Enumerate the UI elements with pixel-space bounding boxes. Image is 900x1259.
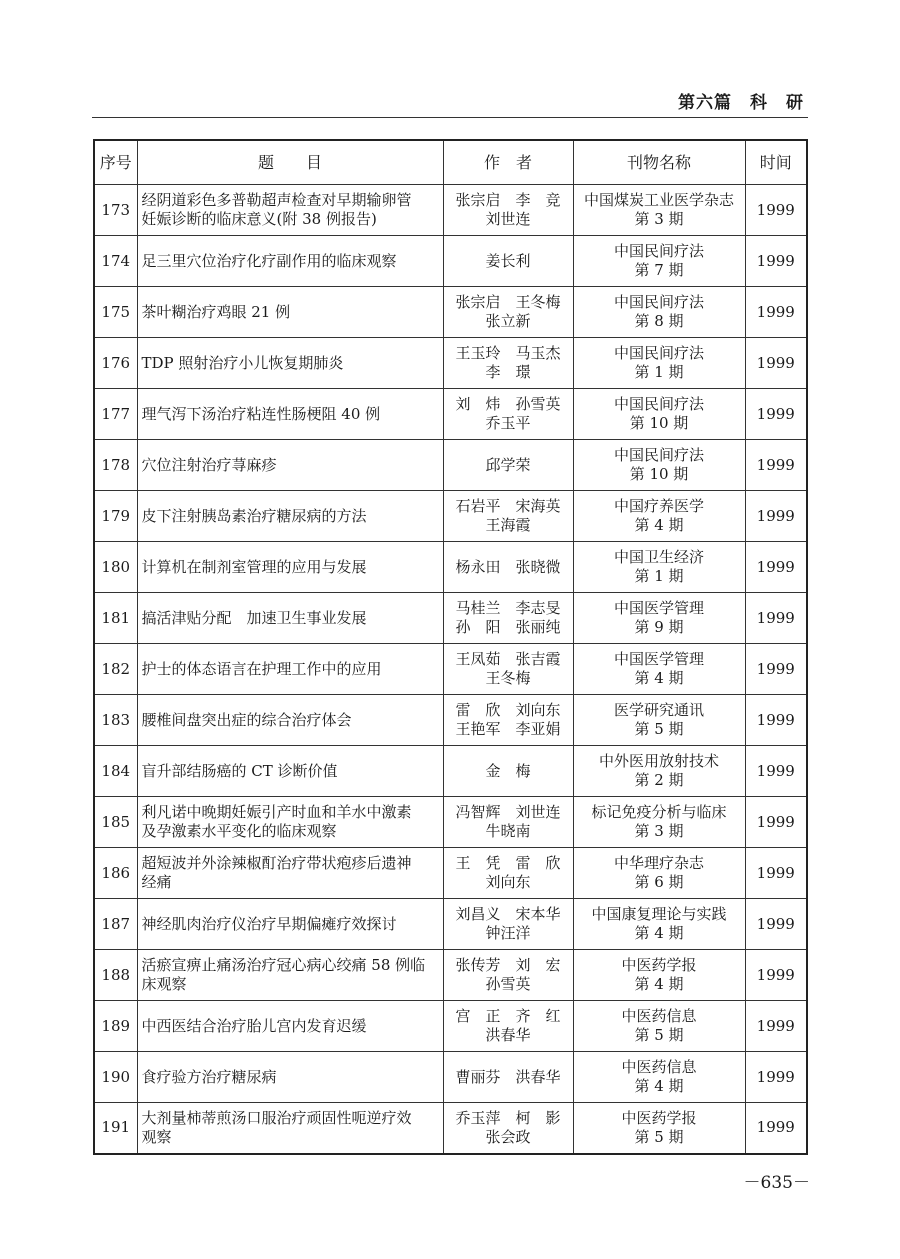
row-number: 190 (94, 1052, 137, 1103)
journal-cell (573, 440, 745, 491)
journal-cell (573, 593, 745, 644)
author-line: 乔玉平 (485, 414, 531, 432)
journal-line: 第 5 期 (634, 1026, 684, 1044)
row-number: 185 (94, 797, 137, 848)
author-line: 冯智辉 刘世连 (455, 803, 561, 821)
row-number: 174 (94, 236, 137, 287)
author-line: 张会政 (485, 1127, 531, 1146)
publication-table (93, 139, 808, 1155)
author-line: 孙雪英 (485, 975, 531, 993)
authors-cell (443, 491, 573, 542)
authors-cell (443, 185, 573, 236)
authors-cell (443, 797, 573, 848)
title-cell (137, 593, 443, 644)
year-cell: 1999 (745, 542, 807, 593)
journal-line: 第 10 期 (629, 465, 689, 483)
title-cell (137, 644, 443, 695)
year-cell: 1999 (745, 1001, 807, 1052)
table-header-row (94, 140, 807, 185)
journal-line: 第 9 期 (634, 618, 684, 636)
table-row (94, 542, 807, 593)
title-line: 食疗验方治疗糖尿病 (141, 1067, 277, 1086)
table-row (94, 644, 807, 695)
title-cell (137, 1103, 443, 1154)
title-line: 及孕激素水平变化的临床观察 (141, 822, 337, 840)
journal-line: 第 3 期 (634, 210, 684, 228)
title-line: 搞活津贴分配 加速卫生事业发展 (141, 608, 367, 627)
row-number: 177 (94, 389, 137, 440)
author-line: 刘世连 (485, 210, 531, 228)
year-cell: 1999 (745, 695, 807, 746)
journal-line: 标记免疫分析与临床 (591, 803, 727, 821)
journal-line: 第 5 期 (634, 720, 684, 738)
title-cell (137, 185, 443, 236)
journal-line: 第 8 期 (634, 312, 684, 330)
year-cell: 1999 (745, 236, 807, 287)
title-cell (137, 338, 443, 389)
journal-line: 中国民间疗法 (613, 242, 704, 260)
title-line: 经阴道彩色多普勒超声检查对早期输卵管 (141, 191, 412, 209)
header-journal: 刊物名称 (573, 140, 745, 185)
author-line: 曹丽芬 洪春华 (455, 1067, 561, 1086)
journal-cell (573, 1052, 745, 1103)
row-number: 179 (94, 491, 137, 542)
author-line: 王冬梅 (485, 669, 531, 687)
author-line: 张宗启 王冬梅 (455, 293, 561, 311)
author-line: 王玉玲 马玉杰 (455, 344, 561, 362)
title-line: 穴位注射治疗荨麻疹 (141, 455, 277, 474)
journal-line: 第 3 期 (634, 822, 684, 840)
table-row (94, 848, 807, 899)
journal-line: 中医药信息 (621, 1007, 697, 1025)
table-row (94, 593, 807, 644)
title-line: 妊娠诊断的临床意义(附 38 例报告) (141, 210, 377, 228)
row-number: 180 (94, 542, 137, 593)
journal-line: 中国疗养医学 (613, 497, 704, 515)
authors-cell (443, 950, 573, 1001)
year-cell: 1999 (745, 593, 807, 644)
title-cell (137, 440, 443, 491)
authors-cell (443, 746, 573, 797)
journal-line: 第 1 期 (634, 567, 684, 585)
title-line: 神经肌肉治疗仪治疗早期偏瘫疗效探讨 (141, 914, 397, 933)
authors-cell (443, 593, 573, 644)
authors-cell (443, 440, 573, 491)
title-line: 理气泻下汤治疗粘连性肠梗阻 40 例 (141, 404, 381, 423)
journal-line: 中医药信息 (621, 1058, 697, 1076)
journal-line: 中国医学管理 (613, 599, 704, 617)
title-line: 计算机在制剂室管理的应用与发展 (141, 557, 367, 576)
year-cell: 1999 (745, 848, 807, 899)
journal-line: 中国卫生经济 (613, 548, 704, 566)
journal-line: 第 4 期 (634, 1077, 684, 1095)
table-row (94, 695, 807, 746)
row-number: 183 (94, 695, 137, 746)
journal-line: 中华理疗杂志 (613, 854, 704, 872)
author-line: 乔玉萍 柯 影 (455, 1108, 561, 1127)
year-cell: 1999 (745, 440, 807, 491)
title-cell (137, 542, 443, 593)
section-header: 第六篇 科 研 (678, 93, 804, 113)
author-line: 张宗启 李 竞 (455, 191, 561, 209)
journal-line: 中国康复理论与实践 (591, 905, 727, 923)
year-cell: 1999 (745, 389, 807, 440)
title-cell (137, 491, 443, 542)
row-number: 188 (94, 950, 137, 1001)
title-line: 经痛 (141, 873, 172, 891)
title-line: 大剂量柿蒂煎汤口服治疗顽固性呃逆疗效 (141, 1108, 412, 1127)
author-line: 刘 炜 孙雪英 (455, 395, 561, 413)
journal-line: 第 4 期 (634, 924, 684, 942)
row-number: 184 (94, 746, 137, 797)
author-line: 马桂兰 李志旻 (455, 599, 561, 617)
author-line: 孙 阳 张丽纯 (455, 618, 561, 636)
journal-line: 第 1 期 (634, 363, 684, 381)
row-number: 187 (94, 899, 137, 950)
row-number: 189 (94, 1001, 137, 1052)
authors-cell (443, 287, 573, 338)
title-cell (137, 899, 443, 950)
journal-cell (573, 1001, 745, 1052)
author-line: 刘昌义 宋本华 (455, 905, 561, 923)
journal-line: 中国民间疗法 (613, 446, 704, 464)
journal-cell (573, 950, 745, 1001)
authors-cell (443, 695, 573, 746)
row-number: 173 (94, 185, 137, 236)
authors-cell (443, 1103, 573, 1154)
authors-cell (443, 1052, 573, 1103)
journal-cell (573, 695, 745, 746)
title-cell (137, 236, 443, 287)
year-cell: 1999 (745, 797, 807, 848)
author-line: 李 璟 (485, 363, 531, 381)
journal-line: 中外医用放射技术 (598, 752, 719, 770)
title-cell (137, 287, 443, 338)
journal-cell (573, 542, 745, 593)
year-cell: 1999 (745, 899, 807, 950)
author-line: 宫 正 齐 红 (455, 1007, 561, 1025)
title-line: 足三里穴位治疗化疗副作用的临床观察 (141, 251, 397, 270)
table-row (94, 287, 807, 338)
table-row (94, 1052, 807, 1103)
table-row (94, 389, 807, 440)
journal-cell (573, 287, 745, 338)
journal-line: 第 7 期 (634, 261, 684, 279)
table-row (94, 338, 807, 389)
title-cell (137, 695, 443, 746)
journal-line: 中国民间疗法 (613, 344, 704, 362)
journal-line: 中国民间疗法 (613, 395, 704, 413)
title-line: 盲升部结肠癌的 CT 诊断价值 (141, 761, 338, 780)
authors-cell (443, 848, 573, 899)
row-number: 175 (94, 287, 137, 338)
year-cell: 1999 (745, 644, 807, 695)
title-cell (137, 797, 443, 848)
author-line: 雷 欣 刘向东 (455, 701, 561, 719)
authors-cell (443, 644, 573, 695)
table-row (94, 440, 807, 491)
row-number: 176 (94, 338, 137, 389)
journal-line: 第 4 期 (634, 669, 684, 687)
journal-line: 第 4 期 (634, 516, 684, 534)
title-line: 超短波并外涂辣椒酊治疗带状疱疹后遗神 (141, 854, 412, 872)
table-row (94, 950, 807, 1001)
author-line: 王 凭 雷 欣 (455, 854, 561, 872)
header-year: 时间 (745, 140, 807, 185)
authors-cell (443, 236, 573, 287)
title-cell (137, 950, 443, 1001)
journal-line: 中国煤炭工业医学杂志 (583, 191, 734, 209)
journal-cell (573, 899, 745, 950)
journal-line: 医学研究通讯 (613, 701, 704, 719)
journal-line: 中医药学报 (621, 956, 697, 974)
author-line: 牛晓南 (485, 822, 531, 840)
year-cell: 1999 (745, 950, 807, 1001)
journal-cell (573, 848, 745, 899)
journal-line: 第 2 期 (634, 771, 684, 789)
title-line: TDP 照射治疗小儿恢复期肺炎 (141, 353, 344, 372)
title-line: 中西医结合治疗胎儿宫内发育迟缓 (141, 1016, 367, 1035)
row-number: 178 (94, 440, 137, 491)
year-cell: 1999 (745, 338, 807, 389)
title-cell (137, 848, 443, 899)
journal-cell (573, 389, 745, 440)
title-line: 茶叶糊治疗鸡眼 21 例 (141, 302, 291, 321)
row-number: 181 (94, 593, 137, 644)
author-line: 张传芳 刘 宏 (455, 956, 561, 974)
journal-cell (573, 491, 745, 542)
journal-cell (573, 1103, 745, 1154)
title-line: 护士的体态语言在护理工作中的应用 (141, 659, 382, 678)
year-cell: 1999 (745, 287, 807, 338)
row-number: 186 (94, 848, 137, 899)
title-cell (137, 389, 443, 440)
journal-cell (573, 185, 745, 236)
title-cell (137, 746, 443, 797)
year-cell: 1999 (745, 491, 807, 542)
journal-cell (573, 644, 745, 695)
title-cell (137, 1052, 443, 1103)
year-cell: 1999 (745, 185, 807, 236)
table-row (94, 746, 807, 797)
row-number: 182 (94, 644, 137, 695)
author-line: 金 梅 (485, 761, 531, 780)
journal-line: 第 10 期 (629, 414, 689, 432)
author-line: 王凤茹 张吉霞 (455, 650, 561, 668)
authors-cell (443, 542, 573, 593)
year-cell: 1999 (745, 1052, 807, 1103)
title-cell (137, 1001, 443, 1052)
header-authors: 作 者 (443, 140, 573, 185)
title-line: 腰椎间盘突出症的综合治疗体会 (141, 710, 352, 729)
table-row (94, 1103, 807, 1154)
year-cell: 1999 (745, 1103, 807, 1154)
table-row (94, 899, 807, 950)
authors-cell (443, 1001, 573, 1052)
table-row (94, 491, 807, 542)
title-line: 观察 (141, 1127, 172, 1146)
author-line: 邱学荣 (485, 455, 531, 474)
title-line: 活瘀宣痹止痛汤治疗冠心病心绞痛 58 例临 (141, 956, 426, 974)
journal-cell (573, 797, 745, 848)
author-line: 钟汪洋 (485, 924, 531, 942)
authors-cell (443, 899, 573, 950)
header-num: 序号 (94, 140, 137, 185)
author-line: 杨永田 张晓微 (455, 557, 561, 576)
year-cell: 1999 (745, 746, 807, 797)
journal-line: 中国民间疗法 (613, 293, 704, 311)
journal-cell (573, 746, 745, 797)
journal-line: 中国医学管理 (613, 650, 704, 668)
table-row (94, 236, 807, 287)
author-line: 王海霞 (485, 516, 531, 534)
table-body (94, 185, 807, 1154)
journal-line: 中医药学报 (621, 1108, 697, 1127)
author-line: 洪春华 (485, 1026, 531, 1044)
journal-line: 第 4 期 (634, 975, 684, 993)
authors-cell (443, 338, 573, 389)
table-row (94, 185, 807, 236)
table-row (94, 797, 807, 848)
author-line: 刘向东 (485, 873, 531, 891)
journal-cell (573, 236, 745, 287)
header-title: 题 目 (137, 140, 443, 185)
page-number: －635－ (743, 1173, 810, 1193)
authors-cell (443, 389, 573, 440)
row-number: 191 (94, 1103, 137, 1154)
title-line: 床观察 (141, 975, 187, 993)
author-line: 姜长利 (485, 251, 531, 270)
author-line: 王艳军 李亚娟 (455, 720, 561, 738)
journal-cell (573, 338, 745, 389)
journal-line: 第 6 期 (634, 873, 684, 891)
author-line: 石岩平 宋海英 (455, 497, 561, 515)
title-line: 利凡诺中晚期妊娠引产时血和羊水中激素 (141, 803, 412, 821)
table-row (94, 1001, 807, 1052)
header-divider (92, 117, 808, 118)
journal-line: 第 5 期 (634, 1127, 684, 1146)
author-line: 张立新 (485, 312, 531, 330)
title-line: 皮下注射胰岛素治疗糖尿病的方法 (141, 506, 367, 525)
